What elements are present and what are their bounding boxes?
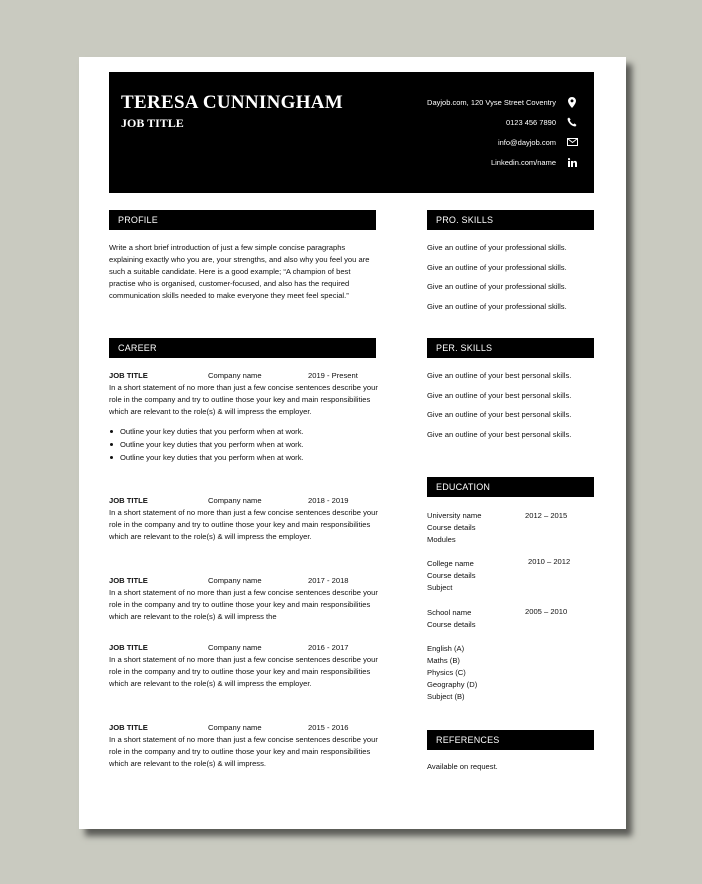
- pro-skill-item: Give an outline of your professional skills.: [427, 243, 567, 252]
- education-entry-school: [427, 607, 597, 631]
- list-item: Outline your key duties that you perform when at work.: [109, 451, 384, 464]
- phone-icon: [566, 116, 578, 128]
- job-dates: 2016 - 2017: [308, 643, 349, 652]
- education-detail: Modules: [427, 535, 456, 544]
- job-title: JOB TITLE: [109, 576, 148, 585]
- contact-phone-text: 0123 456 7890: [505, 117, 556, 127]
- job-description: In a short statement of no more than just a few concise sentences describe your role in the company and try to outline those your key and main responsibilities which are relevant to the role(s) & will impress.: [109, 735, 378, 768]
- career-job-1: [109, 370, 384, 464]
- job-description: In a short statement of no more than just a few concise sentences describe your role in the company and try to outline those your key and main responsibilities which are relevant to the role(s) & will impress the employer.: [109, 655, 378, 688]
- job-dates: 2017 - 2018: [308, 576, 349, 585]
- education-years: 2005 – 2010: [525, 607, 568, 616]
- education-years: 2012 – 2015: [525, 511, 568, 520]
- contact-linkedin: [491, 155, 578, 169]
- pro-skill-item: Give an outline of your professional skills.: [427, 302, 567, 311]
- contact-address-text: Dayjob.com, 120 Vyse Street Coventry: [427, 97, 556, 107]
- job-description: In a short statement of no more than just a few concise sentences describe your role in the company and try to outline those your key and main responsibilities which are relevant to the role(s) & will impress the employer.: [109, 508, 378, 541]
- email-icon: [566, 136, 578, 148]
- job-title: JOB TITLE: [109, 643, 148, 652]
- education-detail: Course details: [427, 523, 476, 532]
- job-description: In a short statement of no more than just a few concise sentences describe your role in the company and try to outline those your key and main responsibilities which are relevant to the role(s) & will impress the: [109, 588, 378, 621]
- career-job-5: [109, 722, 384, 770]
- job-duties-list: [109, 425, 384, 464]
- profile-text: Write a short brief introduction of just a few simple concise paragraphs explaining exactly who you are, your strengths, and also why you feel you are such a suitable candidate. Here is a good example; “A champion of best practise who is organised, customer-focused, and also has the required communication skills needed to make everyone they meet feel special.”: [109, 243, 370, 300]
- career-job-2: [109, 495, 384, 543]
- job-dates: 2018 - 2019: [308, 496, 349, 505]
- job-title: JOB TITLE: [109, 496, 148, 505]
- pro-skill-item: Give an outline of your professional skills.: [427, 263, 567, 272]
- per-skill-item: Give an outline of your best personal skills.: [427, 430, 572, 439]
- per-skill-item: Give an outline of your best personal skills.: [427, 371, 572, 380]
- education-years: 2010 – 2012: [528, 557, 571, 566]
- pro-skill-item: Give an outline of your professional skills.: [427, 282, 567, 291]
- contact-phone: [506, 115, 578, 129]
- education-heading: EDUCATION: [427, 477, 594, 497]
- list-item: Outline your key duties that you perform when at work.: [109, 425, 384, 438]
- job-company: Company name: [208, 643, 262, 652]
- career-job-3: [109, 575, 384, 623]
- job-company: Company name: [208, 496, 262, 505]
- job-dates: 2019 - Present: [308, 371, 358, 380]
- job-description: In a short statement of no more than just a few concise sentences describe your role in the company and try to outline those your key and main responsibilities which are relevant to the role(s) & will impress the employer.: [109, 383, 378, 416]
- job-title: JOB TITLE: [109, 371, 148, 380]
- job-company: Company name: [208, 576, 262, 585]
- subject-item: English (A): [427, 644, 465, 653]
- subject-item: Physics (C): [427, 668, 466, 677]
- education-entry-college: [427, 558, 597, 594]
- job-dates: 2015 - 2016: [308, 723, 349, 732]
- header-banner: [109, 72, 594, 193]
- candidate-name: TERESA CUNNINGHAM: [121, 92, 344, 113]
- references-heading: REFERENCES: [427, 730, 594, 750]
- resume-page: [79, 57, 626, 829]
- profile-heading: PROFILE: [109, 210, 376, 230]
- references-text: Available on request.: [427, 762, 498, 771]
- education-subjects: [427, 643, 597, 703]
- institution-name: School name: [427, 608, 472, 617]
- location-pin-icon: [566, 96, 578, 108]
- career-heading: CAREER: [109, 338, 376, 358]
- per-skill-item: Give an outline of your best personal skills.: [427, 391, 572, 400]
- institution-name: University name: [427, 511, 482, 520]
- candidate-job-title: JOB TITLE: [121, 116, 184, 130]
- per-skills-heading: PER. SKILLS: [427, 338, 594, 358]
- linkedin-icon: [566, 156, 578, 168]
- education-detail: Course details: [427, 571, 476, 580]
- education-entry-university: [427, 510, 597, 546]
- career-job-4: [109, 642, 384, 690]
- job-company: Company name: [208, 723, 262, 732]
- subject-item: Maths (B): [427, 656, 460, 665]
- per-skill-item: Give an outline of your best personal skills.: [427, 410, 572, 419]
- education-detail: Course details: [427, 620, 476, 629]
- subject-item: Subject (B): [427, 692, 465, 701]
- pro-skills-heading: PRO. SKILLS: [427, 210, 594, 230]
- contact-email: [498, 135, 578, 149]
- job-title: JOB TITLE: [109, 723, 148, 732]
- contact-email-text: info@dayjob.com: [497, 137, 556, 147]
- institution-name: College name: [427, 559, 474, 568]
- education-detail: Subject: [427, 583, 453, 592]
- job-company: Company name: [208, 371, 262, 380]
- contact-address: [427, 95, 578, 109]
- list-item: Outline your key duties that you perform when at work.: [109, 438, 384, 451]
- subject-item: Geography (D): [427, 680, 478, 689]
- contact-linkedin-text: Linkedin.com/name: [490, 157, 556, 167]
